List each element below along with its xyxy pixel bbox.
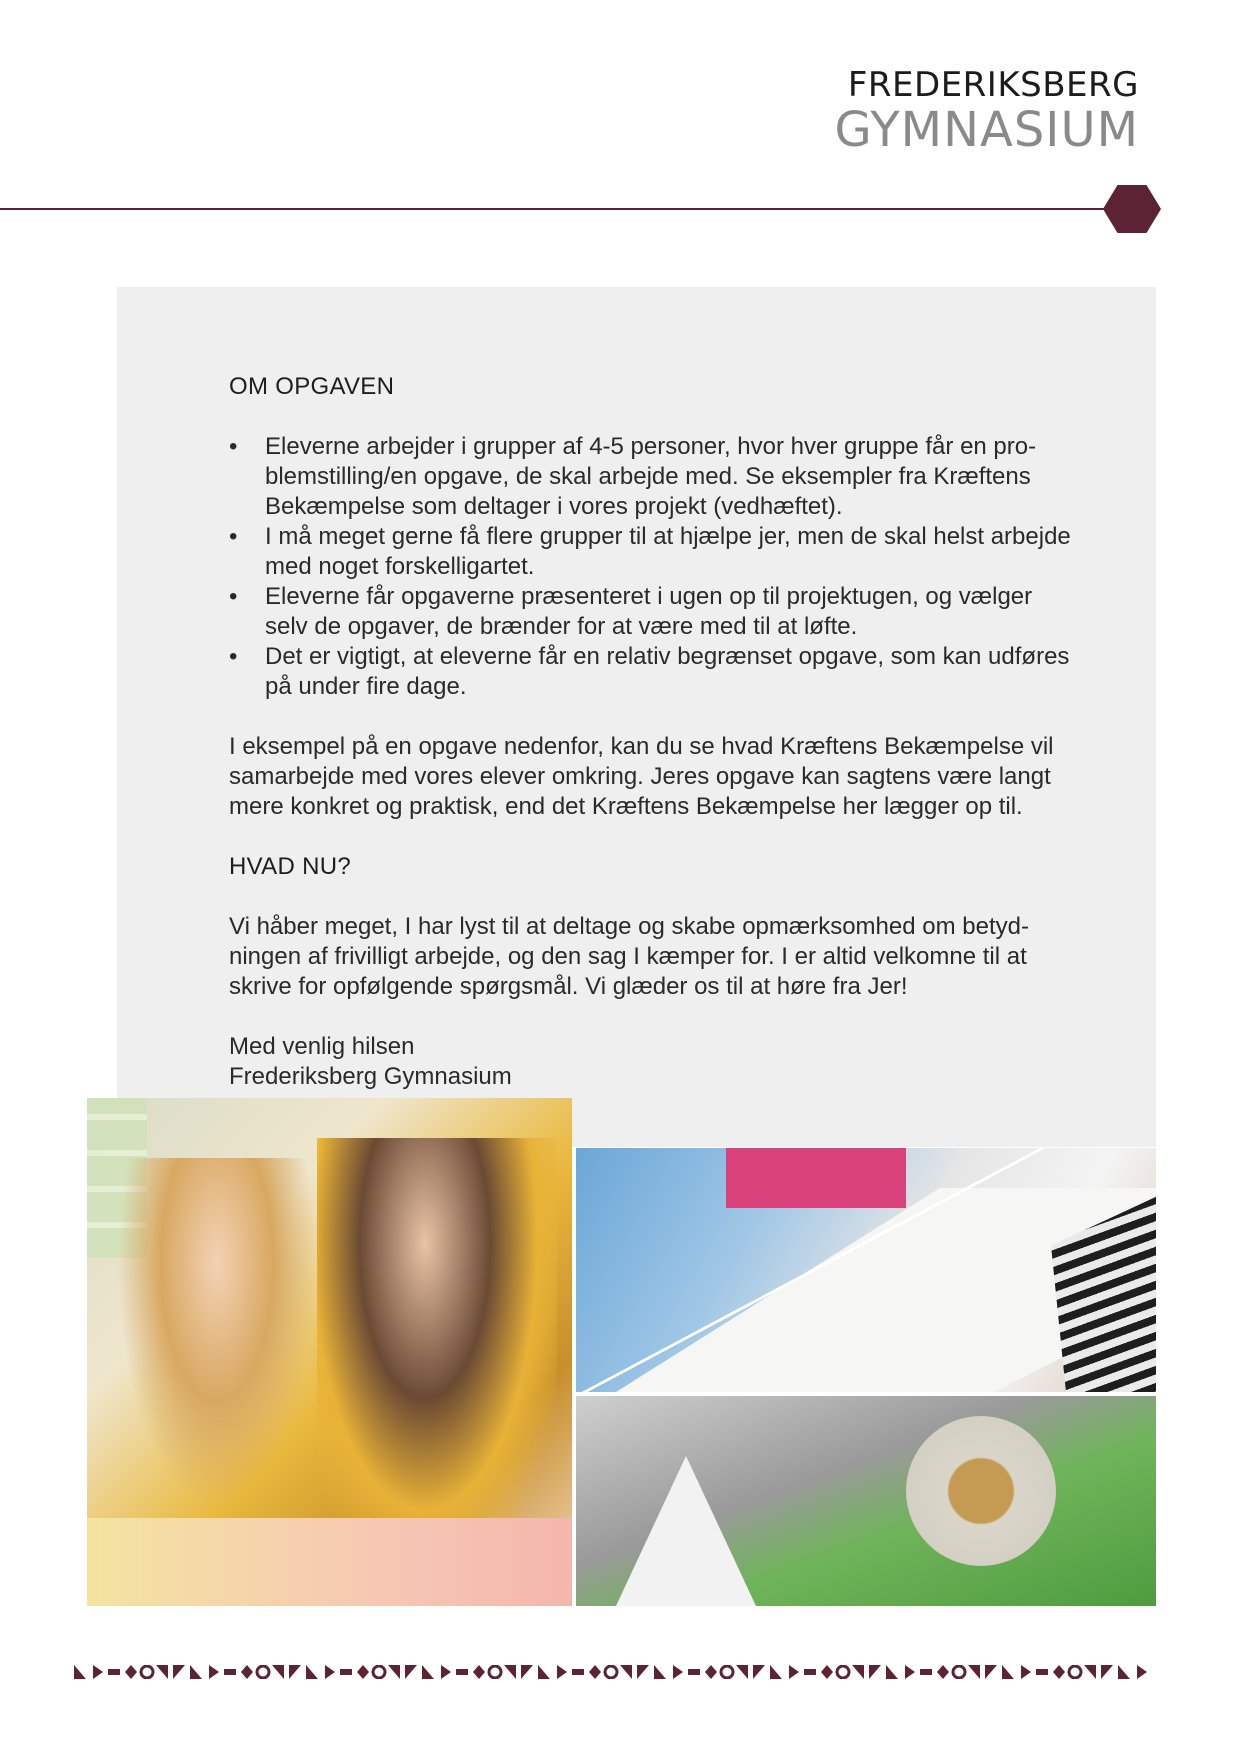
bullet-item [229,582,1139,642]
decorative-pattern-strip [74,1665,1156,1679]
example-paragraph [229,732,1139,822]
pattern-shape [937,1665,949,1679]
craft-paper-table [87,1518,572,1606]
photo-collage [87,1098,1156,1606]
pattern-shape [357,1665,369,1679]
header-divider-line [0,208,1110,210]
pattern-shape [852,1665,864,1679]
paragraph-line: Vi håber meget, I har lyst til at deltage og skabe opmærksomhed om betyd- [229,913,1029,940]
logo-line-frederiksberg: FREDERIKSBERG [847,65,1139,105]
collage-horizontal-divider [576,1392,1156,1396]
hexagon-icon [1103,185,1161,233]
bullet-line: selv de opgaver, de brænder for at være med til at løfte. [265,613,858,640]
students-working-photo [87,1098,572,1606]
pattern-shape [241,1665,253,1679]
signature-block [229,1032,1139,1092]
pattern-shape [156,1665,168,1679]
pattern-ring [489,1666,501,1678]
paragraph-line: I eksempel på en opgave nedenfor, kan du se hvad Kræftens Bekæmpelse vil [229,733,1054,760]
bullet-line: Eleverne får opgaverne præsenteret i ugen op til projektugen, og vælger [265,583,1033,610]
collage-vertical-divider [572,1148,576,1606]
pattern-shape [1036,1669,1048,1675]
pattern-shape [441,1665,451,1679]
bullet-line: på under fire dage. [265,673,467,700]
paper-pyramid [616,1456,756,1606]
paragraph-line: mere konkret og praktisk, end det Kræftens Bekæmpelse her lægger op til. [229,793,1023,820]
pattern-shape [1137,1665,1147,1679]
pattern-shape [456,1669,468,1675]
pattern-shape [589,1665,601,1679]
logo-line-gymnasium: GYMNASIUM [834,102,1139,158]
pattern-shape [325,1665,335,1679]
bullet-line: Eleverne arbejder i grupper af 4-5 personer, hvor hver gruppe får en pro- [265,433,1037,460]
pattern-shape [1021,1665,1031,1679]
pattern-shape [108,1669,120,1675]
pattern-shape [620,1665,632,1679]
sketch-poster-photo [576,1148,1156,1392]
pattern-shape [705,1665,717,1679]
paragraph-line: skrive for opfølgende spørgsmål. Vi glæder os til at høre fra Jer! [229,973,908,1000]
pattern-shape [821,1665,833,1679]
bullet-item [229,522,1139,582]
bullet-line: Bekæmpelse som deltager i vores projekt (vedhæftet). [265,493,843,520]
pattern-shape [422,1665,434,1679]
pattern-shape [736,1665,748,1679]
paragraph-line: samarbejde med vores elever omkring. Jeres opgave kan sagtens være langt [229,763,1051,790]
pattern-shape [190,1665,202,1679]
pattern-shape [905,1665,915,1679]
invitation-paragraph [229,912,1139,1002]
pattern-shape [173,1665,185,1679]
pattern-shape [1053,1665,1065,1679]
pattern-shape [340,1669,352,1675]
pink-poster [726,1148,906,1208]
bullet-dot: • [229,523,238,550]
pattern-shape [1002,1665,1014,1679]
bullet-dot: • [229,583,238,610]
pattern-shape [538,1665,550,1679]
school-logo [834,65,1139,158]
bullet-line: med noget forskelligartet. [265,553,535,580]
pattern-shape [673,1665,683,1679]
bullet-line: Det er vigtigt, at eleverne får en relativ begrænset opgave, som kan udføres [265,643,1070,670]
pattern-ring [257,1666,269,1678]
pattern-shape [804,1669,816,1675]
pattern-shape [557,1665,567,1679]
pattern-ring [605,1666,617,1678]
pattern-shape [289,1665,301,1679]
pattern-ring [373,1666,385,1678]
pattern-shape [688,1669,700,1675]
closing-greeting: Med venlig hilsen [229,1033,415,1060]
section-heading-hvad-nu: HVAD NU? [229,853,351,880]
pattern-shape [1084,1665,1096,1679]
pattern-ring [721,1666,733,1678]
pattern-shape [869,1665,881,1679]
pattern-shape [504,1665,516,1679]
pattern-ring [141,1666,153,1678]
pattern-shape [405,1665,417,1679]
letter-body [229,372,1139,1092]
pattern-shape [1101,1665,1113,1679]
paragraph-line: ningen af frivilligt arbejde, og den sag I kæmper for. I er altid velkomne til at [229,943,1027,970]
section-heading-om-opgaven: OM OPGAVEN [229,373,395,400]
bullet-dot: • [229,433,238,460]
pattern-shape [272,1665,284,1679]
pattern-shape [93,1665,103,1679]
pattern-ring [837,1666,849,1678]
pattern-shape [1118,1665,1130,1679]
bullet-line: I må meget gerne få flere grupper til at hjælpe jer, men de skal helst arbejde [265,523,1071,550]
hanging-ornament [906,1416,1056,1566]
student-blonde-figure [117,1158,317,1508]
pattern-shape [74,1665,86,1679]
pattern-shape [920,1669,932,1675]
pattern-shape [572,1669,584,1675]
pattern-shape [886,1665,898,1679]
pattern-shape [985,1665,997,1679]
pattern-shape [521,1665,533,1679]
student-glasses-figure [317,1138,557,1558]
pattern-ring [1069,1666,1081,1678]
paper-craft-photo [576,1396,1156,1606]
pattern-shape [224,1669,236,1675]
bullet-item [229,642,1139,702]
bullet-line: blemstilling/en opgave, de skal arbejde med. Se eksempler fra Kræftens [265,463,1031,490]
pattern-shape [637,1665,649,1679]
pattern-shape [789,1665,799,1679]
pattern-shape [654,1665,666,1679]
pattern-shape [473,1665,485,1679]
task-bullet-list [229,432,1139,702]
pattern-shape [306,1665,318,1679]
bullet-item [229,432,1139,522]
pattern-shape [770,1665,782,1679]
pattern-shape [388,1665,400,1679]
pattern-ring [953,1666,965,1678]
pattern-shape [125,1665,137,1679]
closing-signature: Frederiksberg Gymnasium [229,1063,512,1090]
pattern-shape [753,1665,765,1679]
pattern-shape [209,1665,219,1679]
pattern-shape [968,1665,980,1679]
bullet-dot: • [229,643,238,670]
